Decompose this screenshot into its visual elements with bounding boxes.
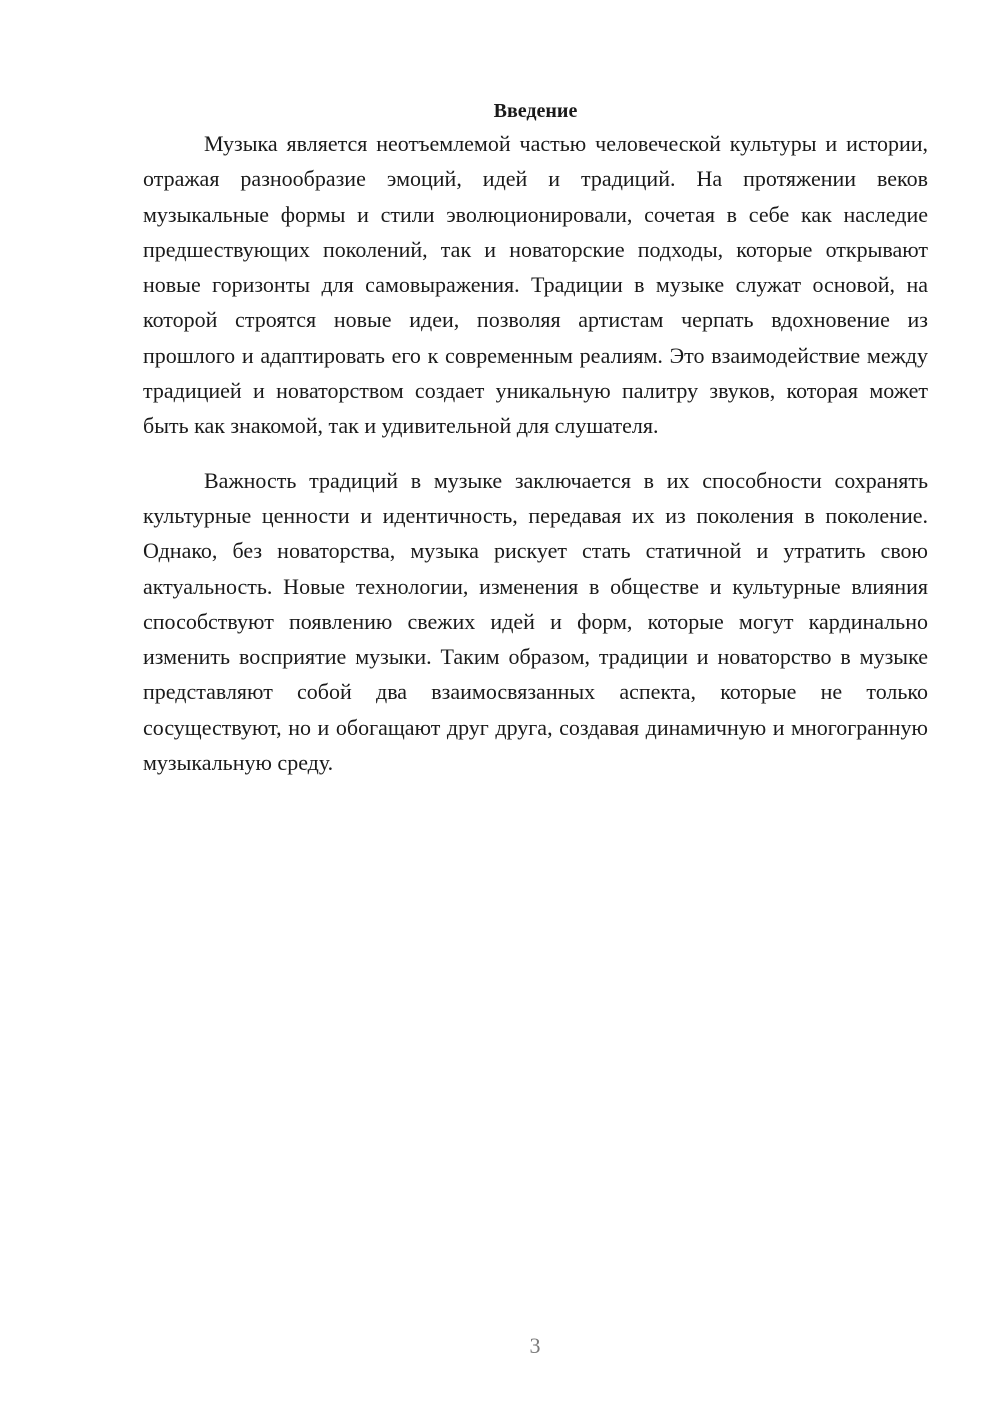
section-title: Введение bbox=[493, 100, 578, 122]
page-number: 3 bbox=[529, 1333, 541, 1358]
paragraph-traditions: Важность традиций в музыке заключается в их способности сохранять культурные ценности и идентичность, передавая их из поколения в поколение. Однако, без новаторства, музыка рискует стать статичной и утратить свою актуальность. Новые технологии, изменения в обществе и культурные влияния способствуют появлению свежих идей и форм, которые могут кардинально изменить восприятие музыки. Таким образом, традиции и новаторство в музыке представляют собой два взаимосвязанных аспекта, которые не только сосуществуют, но и обогащают друг друга, создавая динамичную и многогранную музыкальную среду. bbox=[143, 467, 928, 776]
page-content bbox=[143, 96, 928, 780]
paragraph-intro: Музыка является неотъемлемой частью человеческой культуры и истории, отражая разнообразие эмоций, идей и традиций. На протяжении веков музыкальные формы и стили эволюционировали, сочетая в себе как наследие предшествующих поколений, так и новаторские подходы, которые открывают новые горизонты для самовыражения. Традиции в музыке служат основой, на которой строятся новые идеи, позволяя артистам черпать вдохновение из прошлого и адаптировать его к современным реалиям. Это взаимодействие между традицией и новаторством создает уникальную палитру звуков, которая может быть как знакомой, так и удивительной для слушателя. bbox=[143, 131, 928, 439]
